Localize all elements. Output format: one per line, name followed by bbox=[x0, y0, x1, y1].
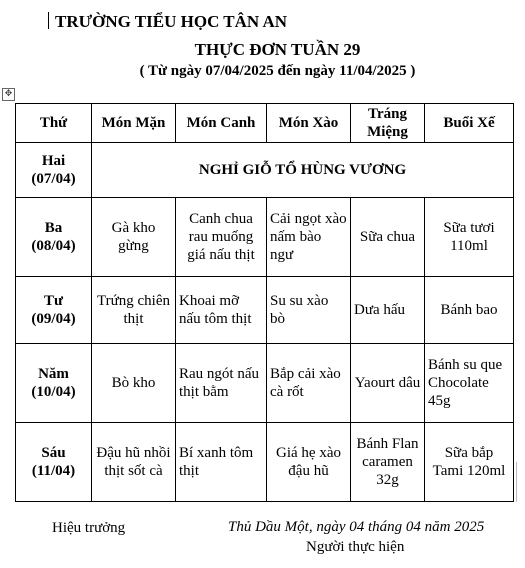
mon-man-cell: Gà kho gừng bbox=[92, 198, 176, 277]
table-row bbox=[16, 198, 514, 277]
table-header-row bbox=[16, 104, 514, 143]
header-trang-mieng: Tráng Miệng bbox=[351, 104, 425, 143]
menu-table bbox=[15, 103, 514, 502]
mon-canh-cell: Khoai mỡ nấu tôm thịt bbox=[176, 277, 267, 344]
mon-man-cell: Trứng chiên thịt bbox=[92, 277, 176, 344]
mon-xao-cell: Bắp cải xào cà rốt bbox=[267, 344, 351, 423]
day-cell bbox=[16, 344, 92, 423]
trang-mieng-cell: Bánh Flan caramen 32g bbox=[351, 423, 425, 502]
header-mon-canh: Món Canh bbox=[176, 104, 267, 143]
day-date: (07/04) bbox=[31, 171, 76, 187]
mon-xao-cell: Su su xào bò bbox=[267, 277, 351, 344]
day-date: (10/04) bbox=[31, 384, 76, 400]
buoi-xe-cell: Sữa tươi 110ml bbox=[425, 198, 514, 277]
mon-man-cell: Đậu hũ nhồi thịt sốt cà bbox=[92, 423, 176, 502]
mon-xao-cell: Cải ngọt xào nấm bào ngư bbox=[267, 198, 351, 277]
day-name: Sáu bbox=[41, 445, 66, 461]
menu-title: THỰC ĐƠN TUẦN 29 bbox=[194, 40, 361, 59]
day-date: (08/04) bbox=[31, 238, 76, 254]
day-cell bbox=[16, 277, 92, 344]
table-row bbox=[16, 423, 514, 502]
mon-canh-cell: Bí xanh tôm thịt bbox=[176, 423, 267, 502]
mon-xao-cell: Giá hẹ xào đậu hũ bbox=[267, 423, 351, 502]
table-row bbox=[16, 344, 514, 423]
trang-mieng-cell: Sữa chua bbox=[351, 198, 425, 277]
menu-subtitle: ( Từ ngày 07/04/2025 đến ngày 11/04/2025 ) bbox=[139, 63, 416, 79]
school-name-text: TRƯỜNG TIỂU HỌC TÂN AN bbox=[55, 12, 288, 31]
trang-mieng-cell: Yaourt dâu bbox=[351, 344, 425, 423]
day-name: Hai bbox=[41, 153, 66, 169]
mon-canh-cell: Rau ngót nấu thịt bằm bbox=[176, 344, 267, 423]
header-thu: Thứ bbox=[16, 104, 92, 143]
signer-label: Người thực hiện bbox=[306, 539, 405, 555]
buoi-xe-cell: Sữa bắp Tami 120ml bbox=[425, 423, 514, 502]
table-move-handle-icon[interactable]: ✥ bbox=[2, 88, 15, 101]
day-cell bbox=[16, 423, 92, 502]
header-mon-xao: Món Xào bbox=[267, 104, 351, 143]
place-date: Thủ Dầu Một, ngày 04 tháng 04 năm 2025 bbox=[228, 519, 485, 535]
day-date: (09/04) bbox=[31, 311, 76, 327]
trang-mieng-cell: Dưa hấu bbox=[351, 277, 425, 344]
principal-label: Hiệu trưởng bbox=[52, 520, 126, 536]
day-name: Tư bbox=[43, 293, 63, 309]
day-name: Ba bbox=[44, 220, 63, 236]
day-name: Năm bbox=[38, 366, 69, 382]
day-cell bbox=[16, 198, 92, 277]
holiday-cell: NGHỈ GIỖ TỔ HÙNG VƯƠNG bbox=[92, 143, 514, 198]
mon-canh-cell: Canh chua rau muống giá nấu thịt bbox=[176, 198, 267, 277]
day-date: (11/04) bbox=[31, 463, 76, 479]
page-margin-line bbox=[516, 462, 517, 502]
school-name bbox=[48, 12, 287, 32]
buoi-xe-cell: Bánh su que Chocolate 45g bbox=[425, 344, 514, 423]
text-cursor bbox=[48, 12, 49, 29]
table-row bbox=[16, 143, 514, 198]
header-buoi-xe: Buổi Xế bbox=[425, 104, 514, 143]
day-cell bbox=[16, 143, 92, 198]
buoi-xe-cell: Bánh bao bbox=[425, 277, 514, 344]
header-mon-man: Món Mặn bbox=[92, 104, 176, 143]
table-row bbox=[16, 277, 514, 344]
mon-man-cell: Bò kho bbox=[92, 344, 176, 423]
